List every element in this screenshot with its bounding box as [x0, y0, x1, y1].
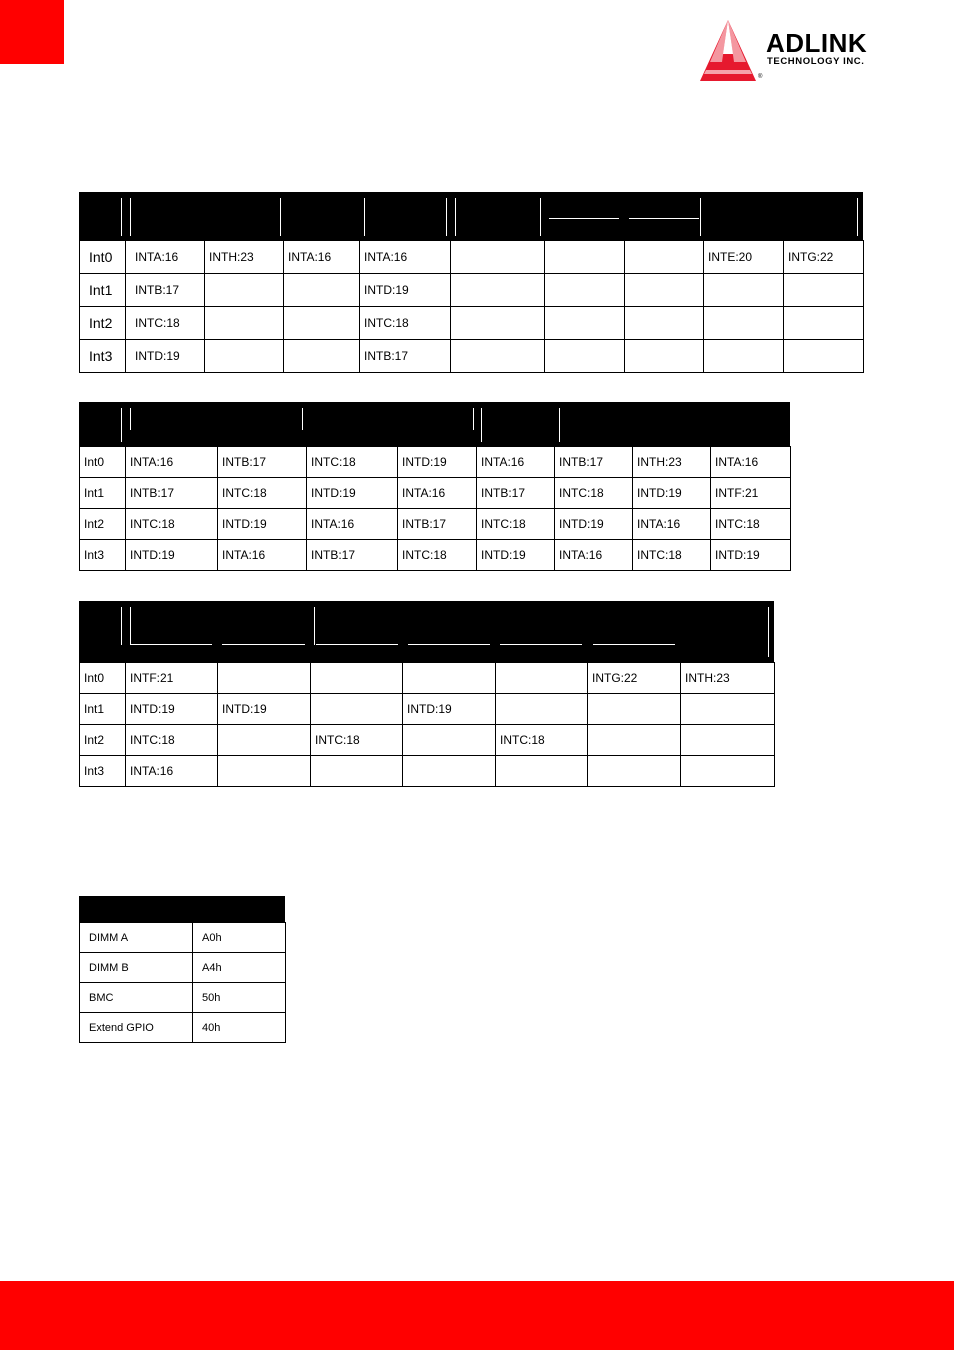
table-cell — [704, 307, 784, 340]
table-row — [80, 1013, 286, 1043]
table-cell — [625, 340, 704, 373]
table2-header — [79, 402, 790, 446]
table3-header-separator — [121, 607, 122, 645]
table-cell — [704, 274, 784, 307]
table-cell: INTD:19 — [218, 694, 311, 725]
table-cell — [403, 756, 496, 787]
table-cell: INTC:18 — [126, 509, 218, 540]
table-cell: INTC:18 — [711, 509, 791, 540]
table-row — [80, 694, 775, 725]
table-cell: INTD:19 — [218, 509, 307, 540]
table-cell — [451, 307, 545, 340]
row-label: Int3 — [80, 340, 126, 373]
table-cell: INTF:21 — [711, 478, 791, 509]
table-cell — [403, 725, 496, 756]
table-cell — [218, 756, 311, 787]
table-cell: INTA:16 — [711, 447, 791, 478]
table-cell: INTH:23 — [681, 663, 775, 694]
device-address: 40h — [193, 1013, 286, 1043]
table-cell — [625, 241, 704, 274]
table-cell — [588, 756, 681, 787]
table-row — [80, 340, 864, 373]
table-cell: INTA:16 — [284, 241, 360, 274]
table-cell — [218, 725, 311, 756]
table-cell: INTC:18 — [496, 725, 588, 756]
table-cell: INTH:23 — [205, 241, 284, 274]
table-row — [80, 923, 286, 953]
table-cell: INTA:16 — [307, 509, 398, 540]
table-cell — [451, 274, 545, 307]
table-cell: INTH:23 — [633, 447, 711, 478]
table-cell: INTC:18 — [307, 447, 398, 478]
brand-name: ADLINK — [766, 28, 868, 58]
table-cell: INTD:19 — [403, 694, 496, 725]
table-cell — [784, 340, 864, 373]
table-cell: INTC:18 — [398, 540, 477, 571]
table1-header-separator — [857, 198, 858, 236]
table-cell: INTA:16 — [398, 478, 477, 509]
table-cell: INTC:18 — [126, 307, 205, 340]
table-row — [80, 756, 775, 787]
table-row — [80, 447, 791, 478]
table-cell — [311, 756, 403, 787]
table-cell: INTB:17 — [218, 447, 307, 478]
table-cell: INTA:16 — [555, 540, 633, 571]
table2-header-separator — [121, 408, 122, 442]
table3-header — [79, 601, 774, 662]
table-cell — [784, 274, 864, 307]
table-cell: INTC:18 — [126, 725, 218, 756]
table3-header-separator — [316, 644, 398, 645]
table-cell — [545, 340, 625, 373]
table1-header-separator — [364, 198, 365, 236]
table-cell: INTD:19 — [477, 540, 555, 571]
table-row — [80, 663, 775, 694]
table-row — [80, 953, 286, 983]
table-cell: INTD:19 — [307, 478, 398, 509]
table-cell: INTD:19 — [126, 340, 205, 373]
table-row — [80, 478, 791, 509]
device-address: A4h — [193, 953, 286, 983]
table-cell: INTC:18 — [633, 540, 711, 571]
table-cell — [625, 307, 704, 340]
table-cell: INTA:16 — [126, 756, 218, 787]
row-label: Int0 — [80, 663, 126, 694]
table-row — [80, 540, 791, 571]
table3-header-separator — [768, 607, 769, 657]
table-cell: INTF:21 — [126, 663, 218, 694]
table-cell — [496, 663, 588, 694]
table1-header-separator — [455, 198, 456, 236]
table-cell — [218, 663, 311, 694]
table-cell: INTB:17 — [555, 447, 633, 478]
table-cell — [284, 274, 360, 307]
table-cell — [545, 274, 625, 307]
table-cell: INTB:17 — [307, 540, 398, 571]
table-cell — [588, 694, 681, 725]
table-cell: INTA:16 — [633, 509, 711, 540]
device-address: A0h — [193, 923, 286, 953]
table-cell: INTD:19 — [360, 274, 451, 307]
table-cell: INTB:17 — [398, 509, 477, 540]
table-cell — [681, 694, 775, 725]
table-cell: INTE:20 — [704, 241, 784, 274]
row-label: Int3 — [80, 540, 126, 571]
table3-header-separator — [408, 644, 490, 645]
table-row — [80, 509, 791, 540]
table-row — [80, 274, 864, 307]
irq-routing-table-1 — [79, 240, 864, 373]
table-cell: INTC:18 — [555, 478, 633, 509]
table-cell — [681, 725, 775, 756]
table-cell — [284, 307, 360, 340]
table3-header-separator — [593, 644, 675, 645]
table-cell: INTA:16 — [126, 241, 205, 274]
registered-mark: ® — [758, 74, 763, 80]
table-cell: INTD:19 — [126, 540, 218, 571]
table-cell — [205, 307, 284, 340]
table1-header — [79, 192, 863, 240]
table-cell — [704, 340, 784, 373]
table2-header-separator — [302, 408, 303, 430]
table3-header-separator — [130, 607, 131, 645]
table-cell — [545, 241, 625, 274]
row-label: Int2 — [80, 307, 126, 340]
smbus-address-table — [79, 922, 286, 1043]
row-label: Int3 — [80, 756, 126, 787]
table2-header-separator — [130, 408, 131, 430]
table-cell: INTD:19 — [126, 694, 218, 725]
row-label: Int1 — [80, 478, 126, 509]
table3-header-separator — [130, 644, 212, 645]
table-cell: INTD:19 — [398, 447, 477, 478]
table-cell — [451, 241, 545, 274]
table-cell — [545, 307, 625, 340]
table1-header-separator — [130, 198, 131, 236]
table-cell — [284, 340, 360, 373]
table3-header-separator — [500, 644, 582, 645]
table-cell — [496, 756, 588, 787]
table1-header-separator — [540, 198, 541, 236]
table1-header-separator — [280, 198, 281, 236]
device-name: DIMM B — [80, 953, 193, 983]
table2-header-separator — [559, 408, 560, 442]
table3-header-separator — [314, 607, 315, 645]
table-cell — [784, 307, 864, 340]
table2-header-separator — [481, 408, 482, 442]
table-cell — [205, 340, 284, 373]
device-name: BMC — [80, 983, 193, 1013]
irq-routing-table-2 — [79, 446, 791, 571]
table-cell — [311, 694, 403, 725]
table-cell: INTB:17 — [126, 478, 218, 509]
table1-header-separator — [446, 198, 447, 236]
table-cell — [205, 274, 284, 307]
table-cell: INTB:17 — [126, 274, 205, 307]
table-cell: INTA:16 — [360, 241, 451, 274]
table-cell: INTA:16 — [218, 540, 307, 571]
table-cell — [588, 725, 681, 756]
row-label: Int0 — [80, 241, 126, 274]
irq-routing-table-3 — [79, 662, 775, 787]
table-cell: INTG:22 — [588, 663, 681, 694]
table-cell — [403, 663, 496, 694]
row-label: Int1 — [80, 694, 126, 725]
brand-tagline: TECHNOLOGY INC. — [767, 56, 865, 67]
row-label: Int1 — [80, 274, 126, 307]
page-footer-bar — [0, 1281, 954, 1350]
table-cell: INTA:16 — [477, 447, 555, 478]
table-row — [80, 725, 775, 756]
device-name: Extend GPIO — [80, 1013, 193, 1043]
table-cell — [496, 694, 588, 725]
table-cell: INTD:19 — [555, 509, 633, 540]
table-row — [80, 241, 864, 274]
table-cell: INTC:18 — [218, 478, 307, 509]
table-cell: INTD:19 — [633, 478, 711, 509]
adlink-logo — [696, 18, 908, 84]
table2-header-separator — [473, 408, 474, 430]
table1-header-separator — [121, 198, 122, 236]
page-corner-tab — [0, 0, 64, 64]
table-cell — [625, 274, 704, 307]
table-cell — [681, 756, 775, 787]
row-label: Int0 — [80, 447, 126, 478]
table-cell: INTG:22 — [784, 241, 864, 274]
table3-header-separator — [222, 644, 305, 645]
device-name: DIMM A — [80, 923, 193, 953]
table-cell: INTA:16 — [126, 447, 218, 478]
smbus-table-header — [79, 896, 285, 922]
adlink-triangle-icon — [696, 18, 763, 84]
table-cell: INTD:19 — [711, 540, 791, 571]
device-address: 50h — [193, 983, 286, 1013]
row-label: Int2 — [80, 725, 126, 756]
table-row — [80, 307, 864, 340]
table-cell: INTB:17 — [477, 478, 555, 509]
row-label: Int2 — [80, 509, 126, 540]
table1-header-separator — [629, 218, 699, 219]
table-cell: INTB:17 — [360, 340, 451, 373]
table-row — [80, 983, 286, 1013]
table-cell: INTC:18 — [311, 725, 403, 756]
table-cell: INTC:18 — [360, 307, 451, 340]
table1-header-separator — [700, 198, 701, 236]
table-cell: INTC:18 — [477, 509, 555, 540]
table1-header-separator — [549, 218, 619, 219]
table-cell — [451, 340, 545, 373]
table-cell — [311, 663, 403, 694]
